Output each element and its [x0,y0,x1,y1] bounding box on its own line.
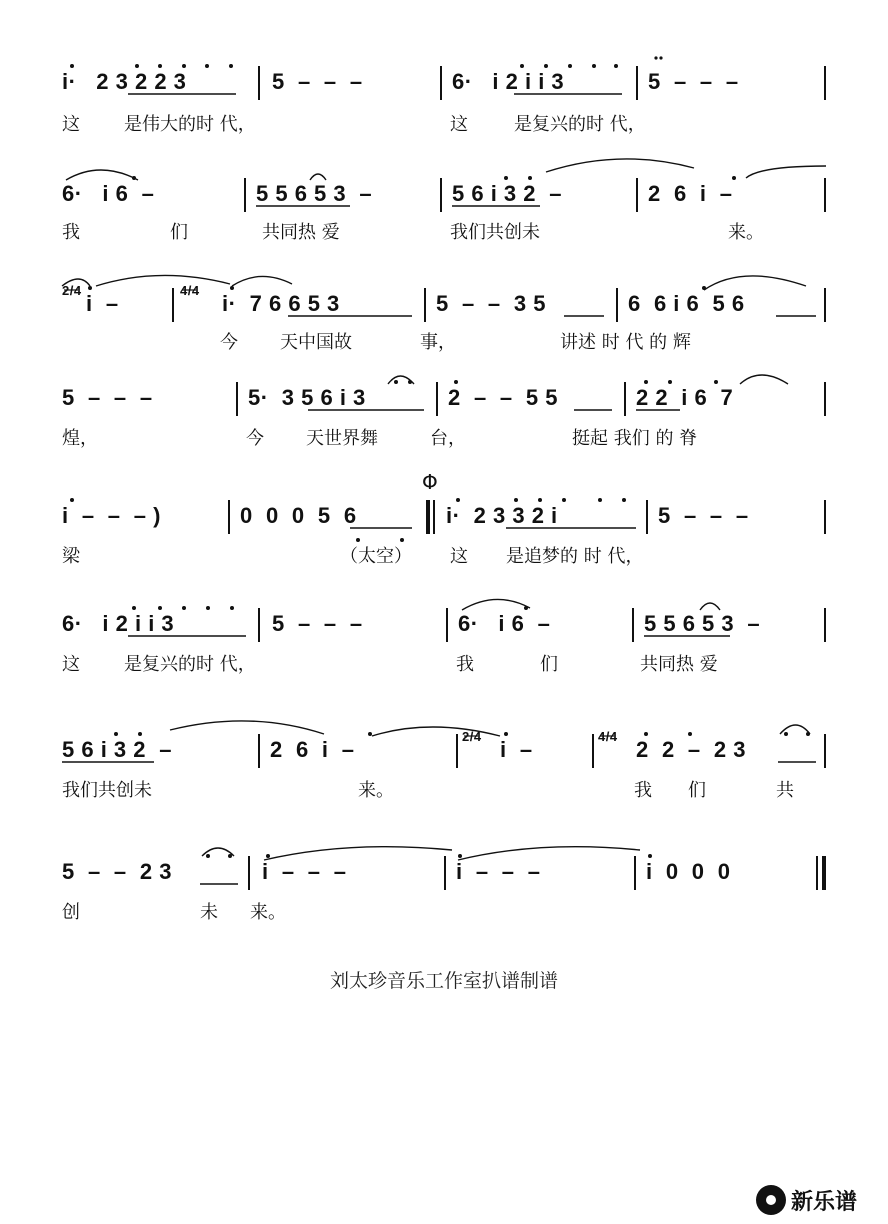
bar-line [244,178,246,212]
lyric-line-1 [0,110,888,140]
lyric: 是复兴的时 代， [124,654,256,675]
measure: 2 6 i – [648,181,733,206]
bar-line [592,734,594,768]
site-logo [756,1182,882,1218]
bar-line [824,288,826,322]
bar-line [824,734,826,768]
measure: 6· i 6 – [458,611,551,636]
measure: 2 2 – 2 3 [636,737,746,762]
lyric-line-5 [0,542,888,572]
lyric: 来。 [250,902,286,923]
lyric: 这 [450,546,468,567]
lyric: 们 [540,654,558,675]
time-signature-4-4: 4/4 [598,729,618,744]
measure: i – – – ) [62,503,161,528]
measure: i 0 0 0 [646,859,731,884]
bar-line [236,382,238,416]
time-signature-2-4: 2/4 [62,283,82,298]
notation-line-8 [0,854,888,890]
vinyl-record-icon [756,1185,786,1215]
measure: 6· i 2 i i 3 [62,611,175,636]
measure: 5 – – – [272,611,363,636]
bar-line [824,178,826,212]
bar-line [424,288,426,322]
lyric: 共同热 爱 [640,654,718,675]
lyric: 梁 [62,546,80,567]
lyric: 天中国故 [280,332,352,353]
coda-sign: Φ [422,470,438,494]
measure: 6· i 6 – [62,181,155,206]
measure: 5 – – – [658,503,749,528]
bar-line [440,66,442,100]
lyric: （太空） [340,546,412,567]
final-bar-line-thick [822,856,826,890]
bar-line [228,500,230,534]
bar-line [436,382,438,416]
measure: 5 – – – [62,385,153,410]
bar-line [616,288,618,322]
bar-line [636,66,638,100]
measure: 5 – – – [648,69,739,94]
measure: 6 6 i 6 5 6 [628,291,745,316]
lyric: 挺起 我们 的 脊 [572,428,698,449]
bar-line [433,500,435,534]
measure: 5 – – 2 3 [62,859,172,884]
lyric-line-2 [0,218,888,248]
lyric: 这 [62,654,80,675]
measure: 2 – – 5 5 [448,385,558,410]
lyric-line-8 [0,898,888,928]
measure: 2 2 i 6 7 [636,385,734,410]
bar-line [824,66,826,100]
time-signature-2-4: 2/4 [462,729,482,744]
lyric-line-6 [0,650,888,680]
lyric: 天世界舞 [306,428,378,449]
bar-line [248,856,250,890]
lyric: 来。 [358,780,394,801]
lyric-line-4 [0,424,888,454]
notation-line-3 [0,283,888,322]
notation-line-1 [0,64,888,100]
lyric: 今 [220,332,238,353]
measure: 5 6 i 3 2 – [452,181,562,206]
measure: i – [86,291,119,316]
bar-line [258,734,260,768]
lyric: 是伟大的时 代， [124,114,256,135]
bar-line [634,856,636,890]
lyric: 这 [62,114,80,135]
measure: i· 2 3 3 2 i [446,503,558,528]
measure: 5· 3 5 6 i 3 [248,385,366,410]
lyric: 今 [246,428,264,449]
lyric: 共同热 爱 [262,222,340,243]
lyric: 这 [450,114,468,135]
notation-line-2 [0,176,888,212]
repeat-bar-line [426,500,430,534]
bar-line [456,734,458,768]
lyric: 讲述 时 代 的 辉 [560,332,691,353]
bar-line [258,608,260,642]
measure: 5 – – 3 5 [436,291,546,316]
lyric: 我们共创未 [62,780,152,801]
measure: i – – – [456,859,541,884]
lyric: 煌， [62,428,98,449]
bar-line [624,382,626,416]
lyric: 台， [430,428,466,449]
lyric-line-3 [0,328,888,358]
bar-line [446,608,448,642]
lyric: 们 [170,222,188,243]
measure: i· 7 6 6 5 3 [222,291,340,316]
lyric: 我 [456,654,474,675]
notation-line-4 [0,380,888,416]
bar-line [646,500,648,534]
measure: 2 6 i – [270,737,355,762]
notation-line-6 [0,606,888,642]
lyric: 共 [776,780,794,801]
lyric: 我 [62,222,80,243]
lyric: 我 [634,780,652,801]
lyric: 未 [200,902,218,923]
lyric: 是追梦的 时 代， [506,546,644,567]
lyric: 是复兴的时 代， [514,114,646,135]
bar-line [824,382,826,416]
notation-line-7 [0,729,888,768]
lyric: 创 [62,902,80,923]
time-signature-4-4: 4/4 [180,283,200,298]
measure: i – [500,737,533,762]
measure: 5 5 6 5 3 – [644,611,761,636]
bar-line [824,500,826,534]
measure: 5 – – – [272,69,363,94]
lyric: 事， [420,332,456,353]
bar-line [440,178,442,212]
bar-line [636,178,638,212]
bar-line [258,66,260,100]
bar-line [632,608,634,642]
measure: i· 2 3 2 2 3 [62,69,187,94]
lyric: 我们共创未 [450,222,540,243]
lyric: 来。 [728,222,764,243]
measure: 5 5 6 5 3 – [256,181,373,206]
bar-line [444,856,446,890]
logo-text: 新乐谱 [791,1189,858,1215]
lyric-line-7 [0,776,888,806]
measure: 0 0 0 5 6 [240,503,357,528]
notation-line-5 [0,498,888,534]
final-bar-line [816,856,818,890]
measure: 6· i 2 i i 3 [452,69,565,94]
lyric: 们 [688,780,706,801]
bar-line [172,288,174,322]
measure: 5 6 i 3 2 – [62,737,172,762]
measure: i – – – [262,859,347,884]
bar-line [824,608,826,642]
transcriber-credit: 刘太珍音乐工作室扒谱制谱 [329,970,558,992]
